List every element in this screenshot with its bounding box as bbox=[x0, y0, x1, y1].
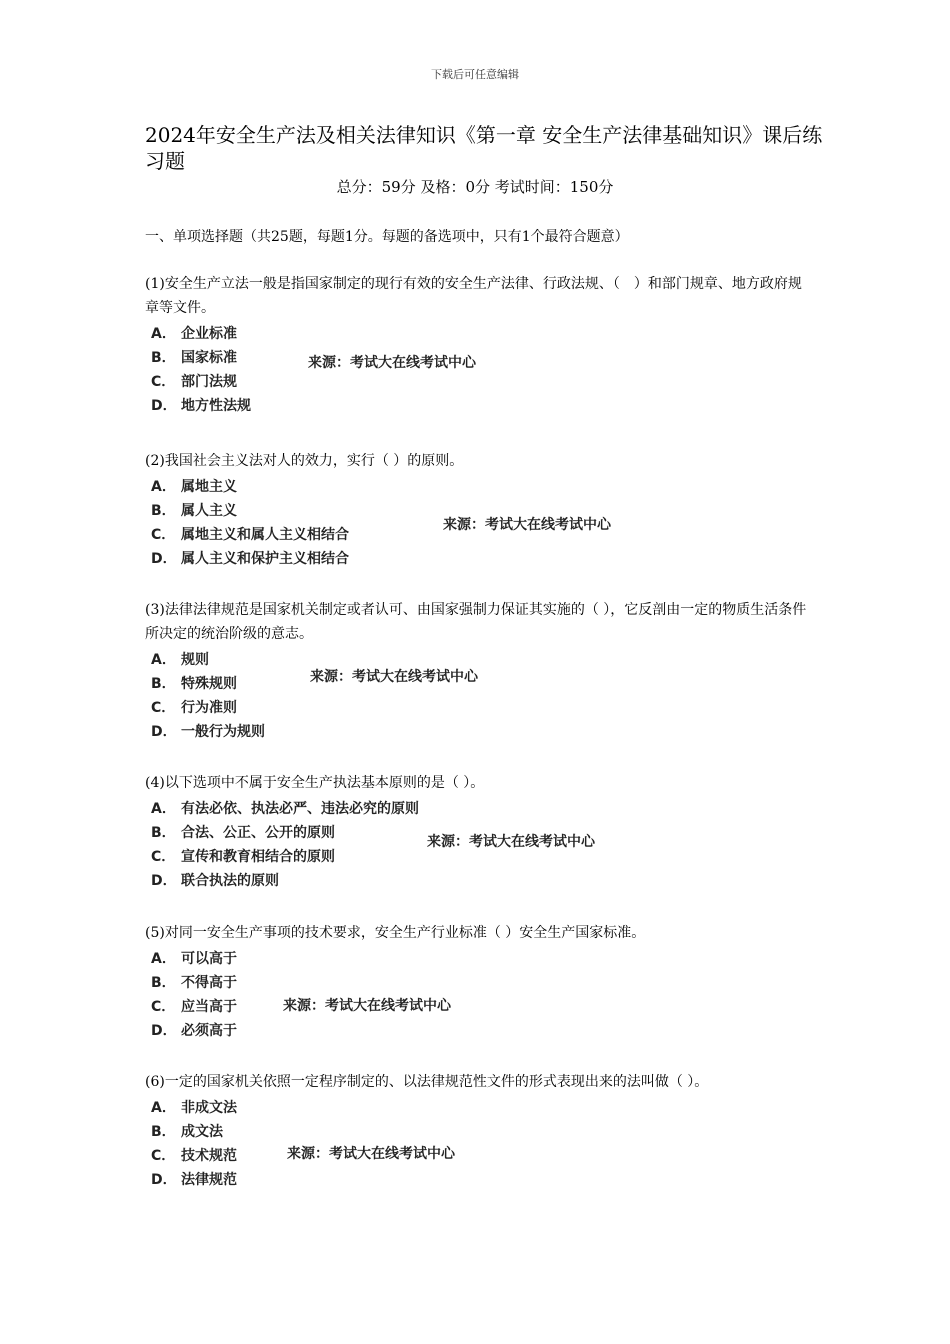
option-a[interactable]: A． 属地主义 bbox=[151, 479, 237, 495]
question-5 bbox=[145, 921, 810, 1043]
source-label: 来源：考试大在线考试中心 bbox=[310, 669, 478, 685]
option-b[interactable]: B． 属人主义 bbox=[151, 503, 237, 519]
question-stem: (2)我国社会主义法对人的效力，实行（ ）的原则。 bbox=[145, 453, 464, 469]
option-c[interactable]: C． 行为准则 bbox=[151, 700, 237, 716]
option-c[interactable]: C． 技术规范 bbox=[151, 1148, 237, 1164]
option-c[interactable]: C． 属地主义和属人主义相结合 bbox=[151, 527, 349, 543]
section-heading: 一、单项选择题（共25题，每题1分。每题的备选项中，只有1个最符合题意） bbox=[145, 229, 629, 245]
option-d[interactable]: D． 法律规范 bbox=[151, 1172, 237, 1188]
option-list bbox=[145, 322, 810, 418]
option-d[interactable]: D． 一般行为规则 bbox=[151, 724, 265, 740]
question-stem: (1)安全生产立法一般是指国家制定的现行有效的安全生产法律、行政法规、（ ）和部门规章、地方政府规章等文件。 bbox=[145, 276, 802, 316]
option-d[interactable]: D． 地方性法规 bbox=[151, 398, 251, 414]
option-list bbox=[145, 1096, 810, 1192]
option-b[interactable]: B． 不得高于 bbox=[151, 975, 237, 991]
option-b[interactable]: B． 国家标准 bbox=[151, 350, 237, 366]
option-a[interactable]: A． 企业标准 bbox=[151, 326, 237, 342]
option-d[interactable]: D． 联合执法的原则 bbox=[151, 873, 279, 889]
option-c[interactable]: C． 宣传和教育相结合的原则 bbox=[151, 849, 335, 865]
question-stem: (4)以下选项中不属于安全生产执法基本原则的是（ ）。 bbox=[145, 775, 485, 791]
source-label: 来源：考试大在线考试中心 bbox=[308, 355, 476, 371]
score-line: 总分：59分 及格：0分 考试时间：150分 bbox=[336, 178, 614, 196]
header-note: 下载后可任意编辑 bbox=[431, 68, 519, 81]
option-list bbox=[145, 648, 810, 744]
option-a[interactable]: A． 非成文法 bbox=[151, 1100, 237, 1116]
question-6 bbox=[145, 1070, 810, 1192]
source-label: 来源：考试大在线考试中心 bbox=[427, 834, 595, 850]
option-a[interactable]: A． 有法必依、执法必严、违法必究的原则 bbox=[151, 801, 419, 817]
source-label: 来源：考试大在线考试中心 bbox=[443, 517, 611, 533]
page-title: 2024年安全生产法及相关法律知识《第一章 安全生产法律基础知识》课后练习题 bbox=[145, 123, 823, 173]
question-1 bbox=[145, 272, 810, 418]
source-label: 来源：考试大在线考试中心 bbox=[283, 998, 451, 1014]
option-b[interactable]: B． 合法、公正、公开的原则 bbox=[151, 825, 335, 841]
question-2 bbox=[145, 449, 810, 571]
question-stem: (5)对同一安全生产事项的技术要求，安全生产行业标准（ ）安全生产国家标准。 bbox=[145, 925, 646, 941]
option-a[interactable]: A． 可以高于 bbox=[151, 951, 237, 967]
option-b[interactable]: B． 特殊规则 bbox=[151, 676, 237, 692]
option-list bbox=[145, 947, 810, 1043]
question-stem: (6)一定的国家机关依照一定程序制定的、以法律规范性文件的形式表现出来的法叫做（ ）。 bbox=[145, 1074, 709, 1090]
option-a[interactable]: A． 规则 bbox=[151, 652, 209, 668]
option-d[interactable]: D． 属人主义和保护主义相结合 bbox=[151, 551, 349, 567]
option-c[interactable]: C． 应当高于 bbox=[151, 999, 237, 1015]
option-d[interactable]: D． 必须高于 bbox=[151, 1023, 237, 1039]
option-c[interactable]: C． 部门法规 bbox=[151, 374, 237, 390]
source-label: 来源：考试大在线考试中心 bbox=[287, 1146, 455, 1162]
option-b[interactable]: B． 成文法 bbox=[151, 1124, 223, 1140]
question-stem: (3)法律法律规范是国家机关制定或者认可、由国家强制力保证其实施的（ ），它反剖由一定的物质生活条件所决定的统治阶级的意志。 bbox=[145, 602, 807, 642]
